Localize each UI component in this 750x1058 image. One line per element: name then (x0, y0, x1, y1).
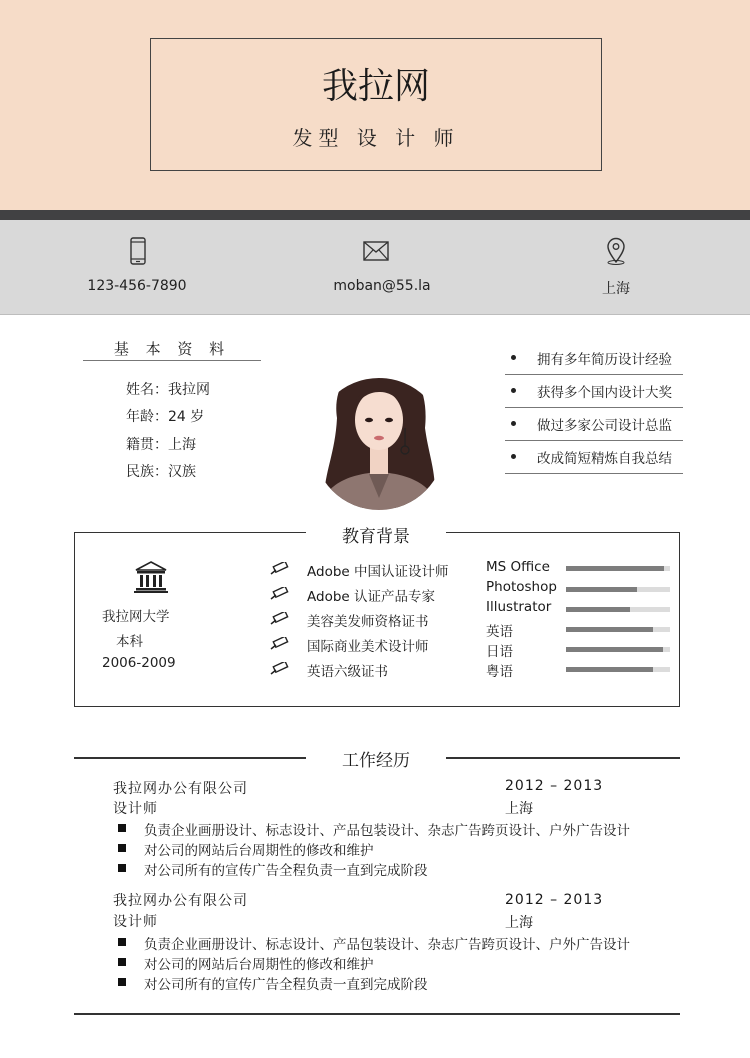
bullet-square (118, 958, 126, 966)
education-title: 教育背景 (342, 527, 410, 547)
highlight-text: 做过多家公司设计总监 (537, 418, 672, 434)
skill-bar-fill (566, 627, 653, 632)
skill-bar-track (566, 667, 670, 672)
duty-text: 负责企业画册设计、标志设计、产品包装设计、杂志广告跨页设计、户外广告设计 (144, 823, 630, 839)
skill-name: MS Office (486, 559, 550, 575)
skill-bar-track (566, 647, 670, 652)
info-hometown: 籍贯：上海 (126, 437, 196, 453)
highlight-text: 拥有多年简历设计经验 (537, 352, 672, 368)
skill-name: Illustrator (486, 599, 552, 615)
phone-number: 123-456-7890 (87, 278, 187, 294)
highlight-item (505, 408, 683, 441)
info-age: 年龄：24 岁 (126, 409, 205, 425)
skill-bar-fill (566, 587, 637, 592)
job-company: 我拉网办公有限公司 (113, 893, 248, 909)
highlight-text: 获得多个国内设计大奖 (537, 385, 672, 401)
skill-bar-fill (566, 607, 630, 612)
duty-text: 对公司所有的宣传广告全程负责一直到完成阶段 (144, 977, 428, 993)
job-company: 我拉网办公有限公司 (113, 781, 248, 797)
header-divider-bar (0, 210, 750, 220)
study-years: 2006-2009 (102, 655, 176, 671)
job-title: 设计师 (113, 914, 158, 930)
diploma-icon (270, 637, 290, 651)
duty-text: 负责企业画册设计、标志设计、产品包装设计、杂志广告跨页设计、户外广告设计 (144, 937, 630, 953)
bullet-dot (511, 421, 516, 426)
person-name: 我拉网 (321, 66, 430, 107)
job-place: 上海 (505, 801, 533, 817)
certificate-item: 英语六级证书 (307, 664, 388, 680)
diploma-icon (270, 562, 290, 576)
diploma-icon (270, 662, 290, 676)
school-name: 我拉网大学 (102, 609, 170, 625)
phone-icon (128, 237, 148, 265)
skill-bar-fill (566, 647, 663, 652)
envelope-icon (363, 241, 389, 261)
certificate-item: Adobe 认证产品专家 (307, 589, 435, 605)
certificate-item: 国际商业美术设计师 (307, 639, 429, 655)
bullet-dot (511, 355, 516, 360)
bullet-square (118, 824, 126, 832)
skill-bar-track (566, 587, 670, 592)
location-pin-icon (605, 237, 627, 265)
work-title-line-left (74, 757, 306, 759)
location-text: 上海 (602, 281, 630, 297)
work-title-line-right (446, 757, 680, 759)
job-years: 2012 – 2013 (505, 778, 604, 794)
profile-photo (313, 358, 445, 510)
skill-bar-fill (566, 667, 653, 672)
basic-info-title: 基 本 资 料 (113, 340, 231, 358)
highlight-text: 改成简短精炼自我总结 (537, 451, 672, 467)
job-role: 发型 设 计 师 (292, 126, 460, 150)
duty-text: 对公司的网站后台周期性的修改和维护 (144, 957, 374, 973)
skill-name: 粤语 (486, 664, 513, 680)
skill-bar-track (566, 607, 670, 612)
info-ethnicity: 民族：汉族 (126, 464, 196, 480)
job-years: 2012 – 2013 (505, 892, 604, 908)
contact-band (0, 220, 750, 315)
certificate-item: Adobe 中国认证设计师 (307, 564, 449, 580)
bullet-dot (511, 454, 516, 459)
diploma-icon (270, 612, 290, 626)
bullet-square (118, 844, 126, 852)
footer-divider (74, 1013, 680, 1015)
certificate-item: 美容美发师资格证书 (307, 614, 429, 630)
diploma-icon (270, 587, 290, 601)
skill-bar-track (566, 566, 670, 571)
university-icon (134, 561, 168, 593)
skill-name: Photoshop (486, 579, 557, 595)
basic-info-underline (83, 360, 261, 361)
work-title: 工作经历 (342, 751, 410, 771)
job-title: 设计师 (113, 801, 158, 817)
highlight-item (505, 342, 683, 375)
skill-name: 英语 (486, 624, 513, 640)
bullet-square (118, 864, 126, 872)
job-place: 上海 (505, 915, 533, 931)
duty-text: 对公司所有的宣传广告全程负责一直到完成阶段 (144, 863, 428, 879)
degree: 本科 (116, 634, 143, 650)
bullet-square (118, 978, 126, 986)
skill-name: 日语 (486, 644, 513, 660)
highlight-item (505, 441, 683, 474)
highlight-item (505, 375, 683, 408)
skill-bar-track (566, 627, 670, 632)
info-name: 姓名：我拉网 (126, 382, 210, 398)
skill-bar-fill (566, 566, 664, 571)
email-address: moban@55.la (333, 278, 431, 294)
bullet-square (118, 938, 126, 946)
duty-text: 对公司的网站后台周期性的修改和维护 (144, 843, 374, 859)
bullet-dot (511, 388, 516, 393)
